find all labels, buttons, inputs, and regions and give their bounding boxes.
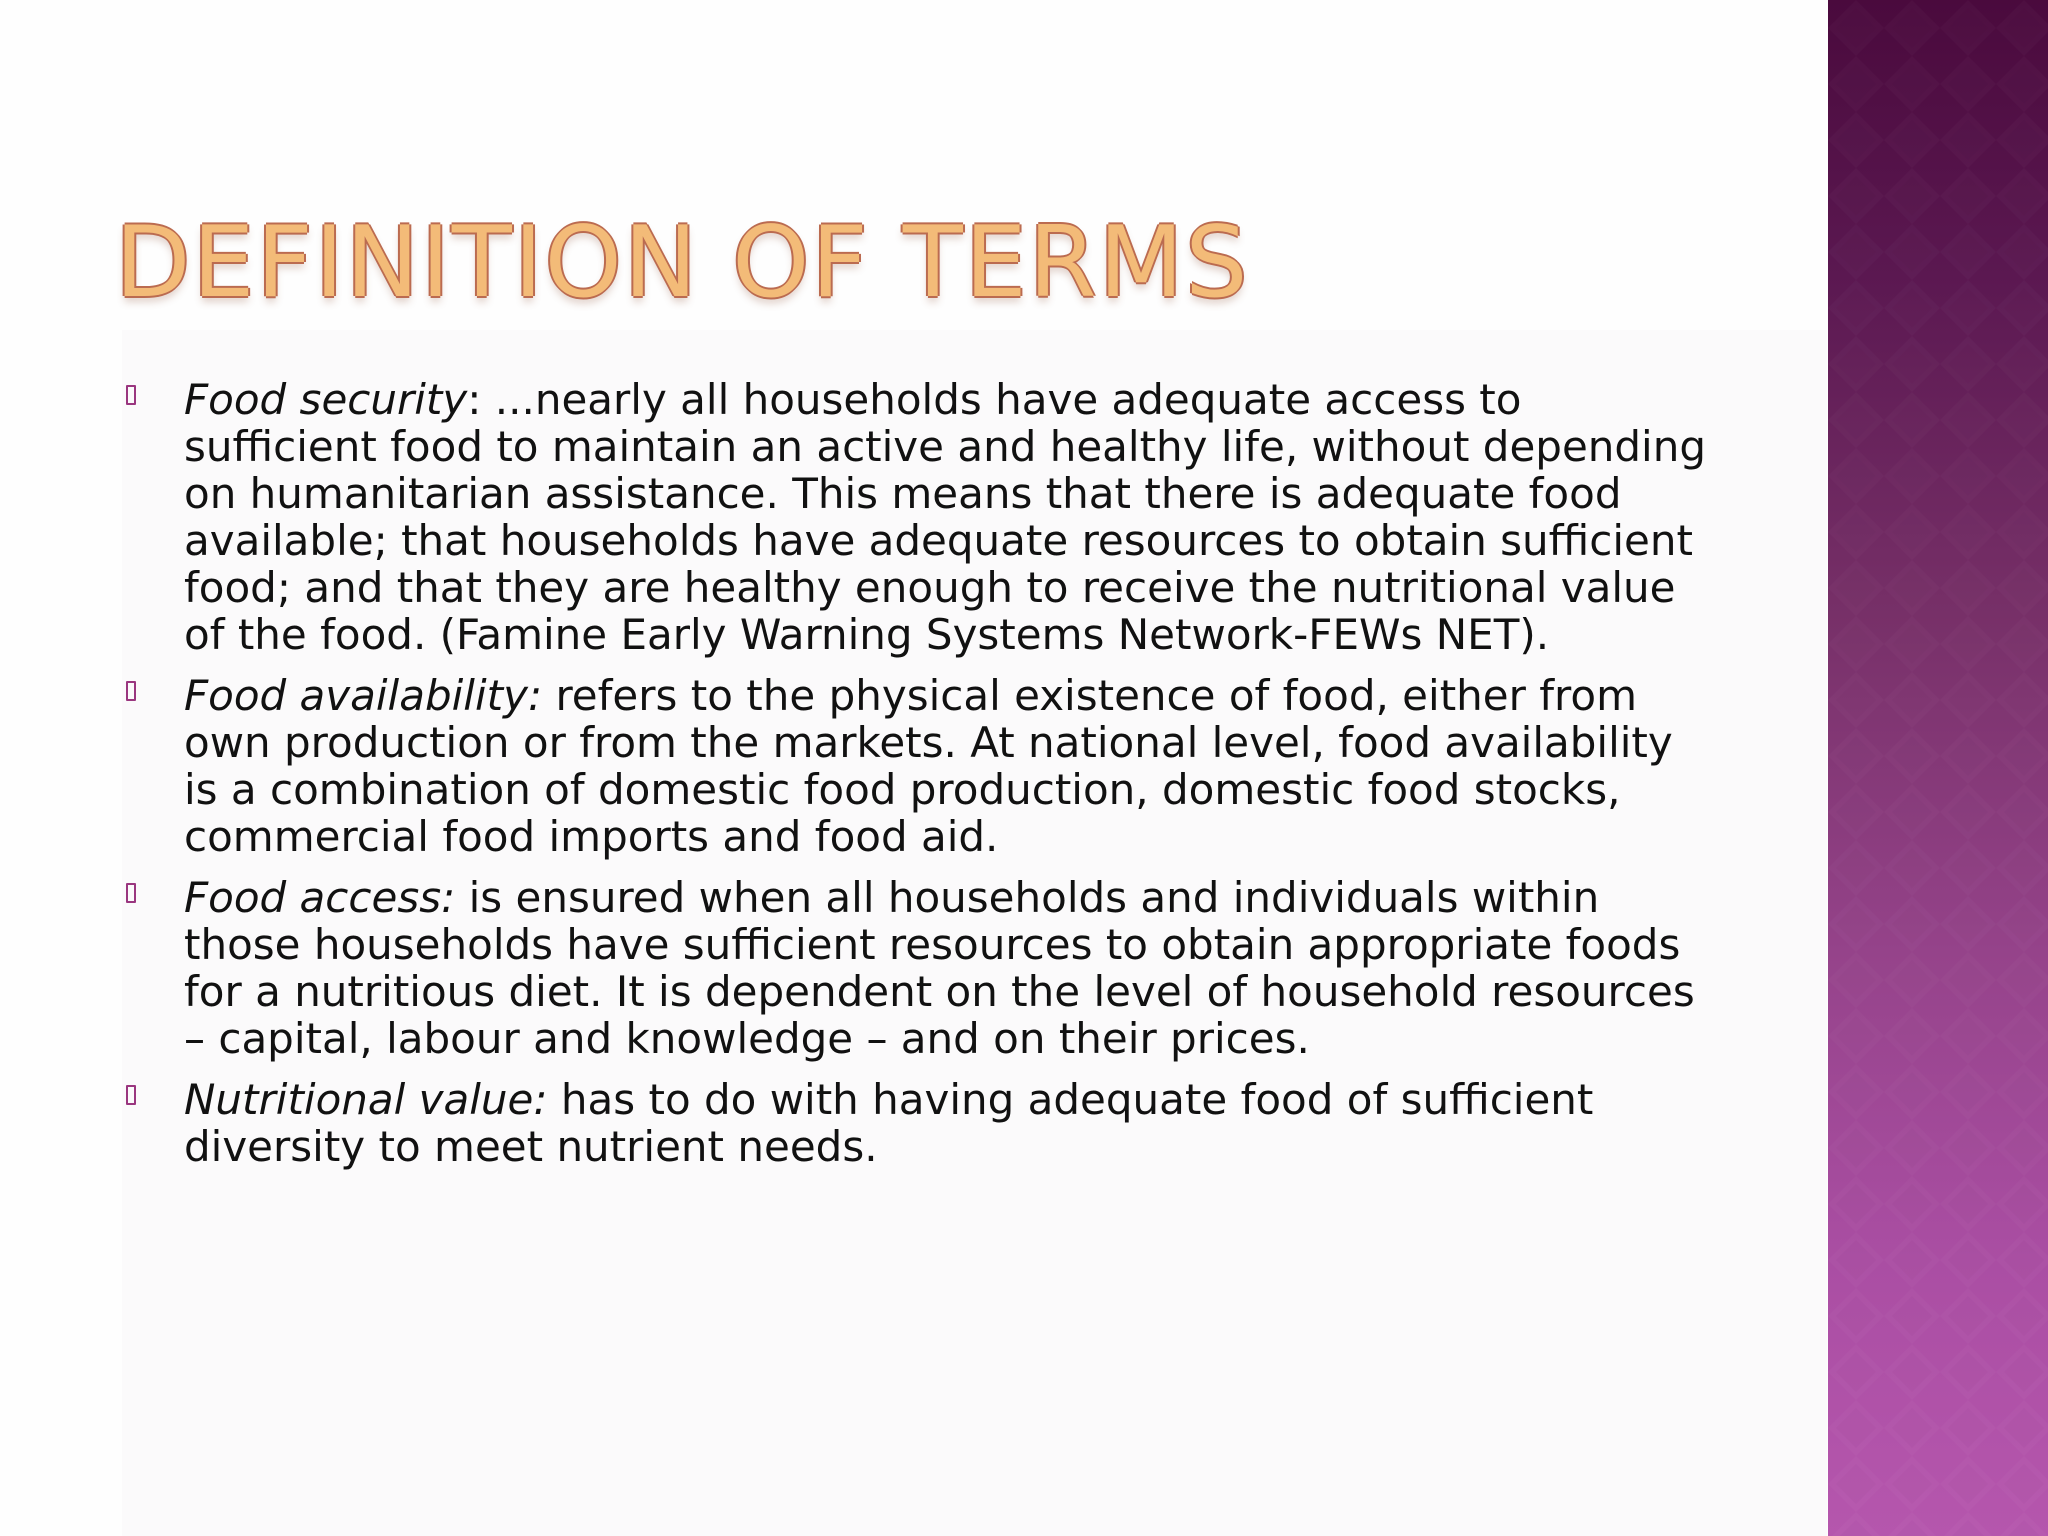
definitions-list [126, 376, 1706, 1184]
decorative-side-band [1828, 0, 2048, 1536]
definition-text-food-availability: refers to the physical existence of food, either from own production or from the markets. At national level, food availability is a combination of domestic food production, domestic food stocks, commercial food imports and food aid. [184, 671, 1673, 861]
definition-text-nutritional-value: has to do with having adequate food of sufficient diversity to meet nutrient needs. [184, 1075, 1594, 1171]
definition-food-availability [126, 672, 1706, 860]
term-food-availability: Food availability: [184, 671, 543, 720]
term-food-security: Food security [184, 375, 468, 424]
slide-title: DEFINITION OF TERMS [115, 206, 1250, 320]
term-food-access: Food access: [184, 873, 456, 922]
definition-text-food-security: : ...nearly all households have adequate access to sufficient food to maintain an active and healthy life, without depending on humanitarian assistance. This means that there is adequate food available; that households have adequate resources to obtain sufficient food; and that they are healthy enough to receive the nutritional value of the food. (Famine Early Warning Systems Network-FEWs NET). [184, 375, 1707, 659]
term-nutritional-value: Nutritional value: [184, 1075, 548, 1124]
square-outline-bullet-icon [126, 385, 136, 405]
definition-food-security [126, 376, 1706, 658]
square-outline-bullet-icon [126, 681, 136, 701]
square-outline-bullet-icon [126, 883, 136, 903]
definition-food-access [126, 874, 1706, 1062]
definition-text-food-access: is ensured when all households and individuals within those households have sufficient resources to obtain appropriate foods for a nutritious diet. It is dependent on the level of household resources – capital, labour and knowledge – and on their prices. [184, 873, 1695, 1063]
definition-nutritional-value [126, 1076, 1706, 1170]
square-outline-bullet-icon [126, 1085, 136, 1105]
diamond-pattern [1828, 0, 2048, 1536]
